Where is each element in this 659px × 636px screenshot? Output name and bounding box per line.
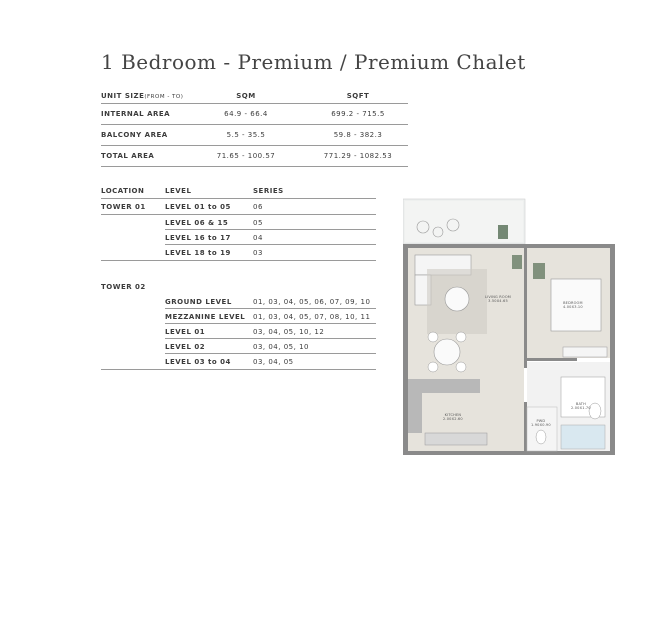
tower1-row xyxy=(101,199,376,215)
kitchen-counter-icon xyxy=(408,393,422,433)
tower1-row xyxy=(101,230,376,245)
level: LEVEL 18 to 19 xyxy=(165,248,231,257)
series: 01, 03, 04, 05, 07, 08, 10, 11 xyxy=(253,312,371,321)
dining-chair-icon xyxy=(456,332,466,342)
wall-bottom xyxy=(403,451,615,455)
wall-right xyxy=(610,244,615,455)
floor-plan xyxy=(403,197,615,455)
series: 03, 04, 05, 10 xyxy=(253,342,309,351)
powder-room-floor xyxy=(527,407,557,451)
size-row-balcony xyxy=(101,125,408,146)
room-dims: 1.90X0.90 xyxy=(531,423,551,427)
row-sqm: 5.5 - 35.5 xyxy=(226,131,266,139)
row-sqft: 771.29 - 1082.53 xyxy=(323,152,393,160)
unit-size-header xyxy=(101,88,408,104)
room-name: BEDROOM xyxy=(563,301,583,305)
wall-top xyxy=(403,244,615,248)
row-sqft: 699.2 - 715.5 xyxy=(331,110,385,118)
toilet-icon xyxy=(536,430,546,444)
living-label xyxy=(485,295,511,303)
wardrobe-icon xyxy=(563,347,607,357)
floor-plan-drawing xyxy=(403,197,615,455)
tower-name: TOWER 02 xyxy=(101,282,146,291)
unit-size-label xyxy=(101,92,183,100)
plant-icon xyxy=(533,263,545,279)
location-header xyxy=(101,183,376,199)
tower2-row xyxy=(101,309,376,324)
level: LEVEL 06 & 15 xyxy=(165,218,229,227)
dining-chair-icon xyxy=(456,362,466,372)
tower2-row xyxy=(101,294,376,309)
sqft-header: SQFT xyxy=(346,91,370,100)
series: 01, 03, 04, 05, 06, 07, 09, 10 xyxy=(253,297,371,306)
room-dims: 2.00X2.60 xyxy=(443,417,463,421)
size-row-internal xyxy=(101,104,408,125)
row-label: INTERNAL AREA xyxy=(101,110,171,118)
plant-icon xyxy=(512,255,522,269)
level: LEVEL 01 to 05 xyxy=(165,202,231,211)
level: LEVEL 16 to 17 xyxy=(165,233,231,242)
plant-icon xyxy=(498,225,508,239)
dining-chair-icon xyxy=(428,362,438,372)
powder-label xyxy=(531,419,551,427)
series: 03 xyxy=(253,248,263,257)
room-dims: 4.00X3.10 xyxy=(563,305,583,309)
level-col: LEVEL xyxy=(165,186,192,195)
dining-chair-icon xyxy=(428,332,438,342)
row-sqft: 59.8 - 382.3 xyxy=(333,131,383,139)
tower-name: TOWER 01 xyxy=(101,202,146,211)
level: GROUND LEVEL xyxy=(165,297,232,306)
room-name: LIVING ROOM xyxy=(485,295,512,299)
tower1-row xyxy=(101,215,376,230)
room-dims: 3.50X4.65 xyxy=(488,299,508,303)
level: MEZZANINE LEVEL xyxy=(165,312,246,321)
unit-size-label-text: UNIT SIZE xyxy=(101,91,145,100)
partition-wall xyxy=(527,358,577,361)
bath-label xyxy=(571,402,591,410)
level: LEVEL 03 to 04 xyxy=(165,357,231,366)
partition-wall xyxy=(524,402,527,451)
series: 06 xyxy=(253,202,263,211)
room-name: KITCHEN xyxy=(444,413,462,417)
bedroom-label xyxy=(563,301,583,309)
shower-icon xyxy=(561,425,605,449)
dining-table-icon xyxy=(434,339,460,365)
coffee-table-icon xyxy=(445,287,469,311)
sqm-header: SQM xyxy=(236,91,256,100)
row-sqm: 71.65 - 100.57 xyxy=(216,152,276,160)
room-dims: 2.00X1.70 xyxy=(571,406,591,410)
level: LEVEL 02 xyxy=(165,342,206,351)
series: 03, 04, 05, 10, 12 xyxy=(253,327,325,336)
room-name: BATH xyxy=(575,402,586,406)
location-col: LOCATION xyxy=(101,186,145,195)
tower2-row xyxy=(101,339,376,354)
tower2-row xyxy=(101,324,376,339)
series: 04 xyxy=(253,233,263,242)
kitchen-counter-icon xyxy=(408,379,480,393)
tower1-row xyxy=(101,245,376,261)
kitchen-label xyxy=(443,413,463,421)
row-label: BALCONY AREA xyxy=(101,131,168,139)
kitchen-counter-icon xyxy=(425,433,487,445)
series-col: SERIES xyxy=(253,186,284,195)
location-table xyxy=(101,183,376,370)
room-name: PWD xyxy=(536,419,546,423)
page-title: 1 Bedroom - Premium / Premium Chalet xyxy=(101,50,526,74)
unit-size-note: (FROM - TO) xyxy=(144,93,184,100)
size-row-total xyxy=(101,146,408,167)
series: 03, 04, 05 xyxy=(253,357,294,366)
wall-left xyxy=(403,244,408,455)
series: 05 xyxy=(253,218,263,227)
toilet-icon xyxy=(589,403,601,419)
level: LEVEL 01 xyxy=(165,327,206,336)
unit-size-table xyxy=(101,88,408,167)
row-label: TOTAL AREA xyxy=(101,152,155,160)
tower2-row xyxy=(101,354,376,370)
tower2-heading xyxy=(101,279,376,294)
row-sqm: 64.9 - 66.4 xyxy=(224,110,268,118)
partition-wall xyxy=(524,248,527,368)
